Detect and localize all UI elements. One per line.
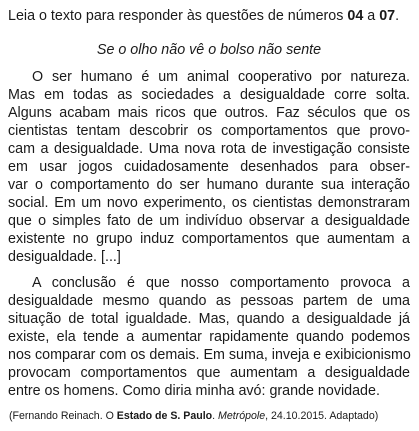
citation-separator: . [212, 410, 219, 422]
paragraph-2-line: provocam comportamentos que aumentam a desigualdade [8, 365, 410, 381]
question-number-start: 04 [347, 8, 364, 24]
citation-section: Metrópole [218, 410, 266, 422]
paragraph-1-line: social. Em um novo experimento, os cientistas demonstraram [8, 195, 410, 211]
paragraph-1-line: cam a desigualdade. Uma nova rota de investigação consiste [8, 141, 410, 157]
paragraph-1-line: que o simples fato de um indivíduo observar a desigualdade [8, 213, 410, 229]
paragraph-1-line: Mas em todas as sociedades a desigualdade corre solta. [8, 87, 410, 103]
citation-date: , 24.10.2015. Adaptado) [265, 410, 379, 422]
paragraph-1 [8, 68, 410, 266]
paragraph-1-line: existente no grupo induz comportamentos que aumentam a [8, 231, 410, 247]
paragraph-2-line: A conclusão é que nosso comportamento provoca a [32, 275, 410, 291]
paragraph-2-line: desigualdade mesmo quando as pessoas partem de uma [8, 293, 410, 309]
paragraph-1-line: desigualdade. [...] [8, 249, 121, 265]
paragraph-1-line: em usar jogos cuidadosamente desenhados para obser- [8, 159, 410, 175]
paragraph-1-line: cientistas tentam descobrir os comportamentos que provo- [8, 123, 410, 139]
citation-author: (Fernando Reinach. O [9, 410, 117, 422]
instruction-prefix: Leia o texto para responder às questões de números [8, 8, 348, 24]
paragraph-2-line: existe, ela tende a aumentar rapidamente quando podemos [8, 329, 410, 345]
paragraph-1-line: O ser humano é um animal cooperativo por natureza. [32, 69, 410, 85]
paragraph-2-line: entre os homens. Como diria minha avó: grande novidade. [8, 383, 380, 399]
instruction-suffix: . [395, 8, 400, 24]
document-page [7, 0, 411, 431]
paragraph-1-line: var o comportamento do ser humano durante sua interação [8, 177, 410, 193]
question-number-end: 07 [379, 8, 396, 24]
text-title: Se o olho não vê o bolso não sente [96, 42, 322, 58]
instruction-middle: a [363, 8, 380, 24]
instruction-text [8, 7, 399, 25]
source-citation [9, 410, 378, 423]
citation-newspaper: Estado de S. Paulo [116, 410, 213, 422]
paragraph-2-line: situação de total igualdade. Mas, quando a desigualdade já [8, 311, 410, 327]
paragraph-2-line: nos comparar com os demais. Em suma, inveja e exibicionismo [8, 347, 411, 363]
paragraph-2 [8, 274, 410, 400]
paragraph-1-line: Alguns acabam mais ricos que outros. Faz séculos que os [8, 105, 410, 121]
